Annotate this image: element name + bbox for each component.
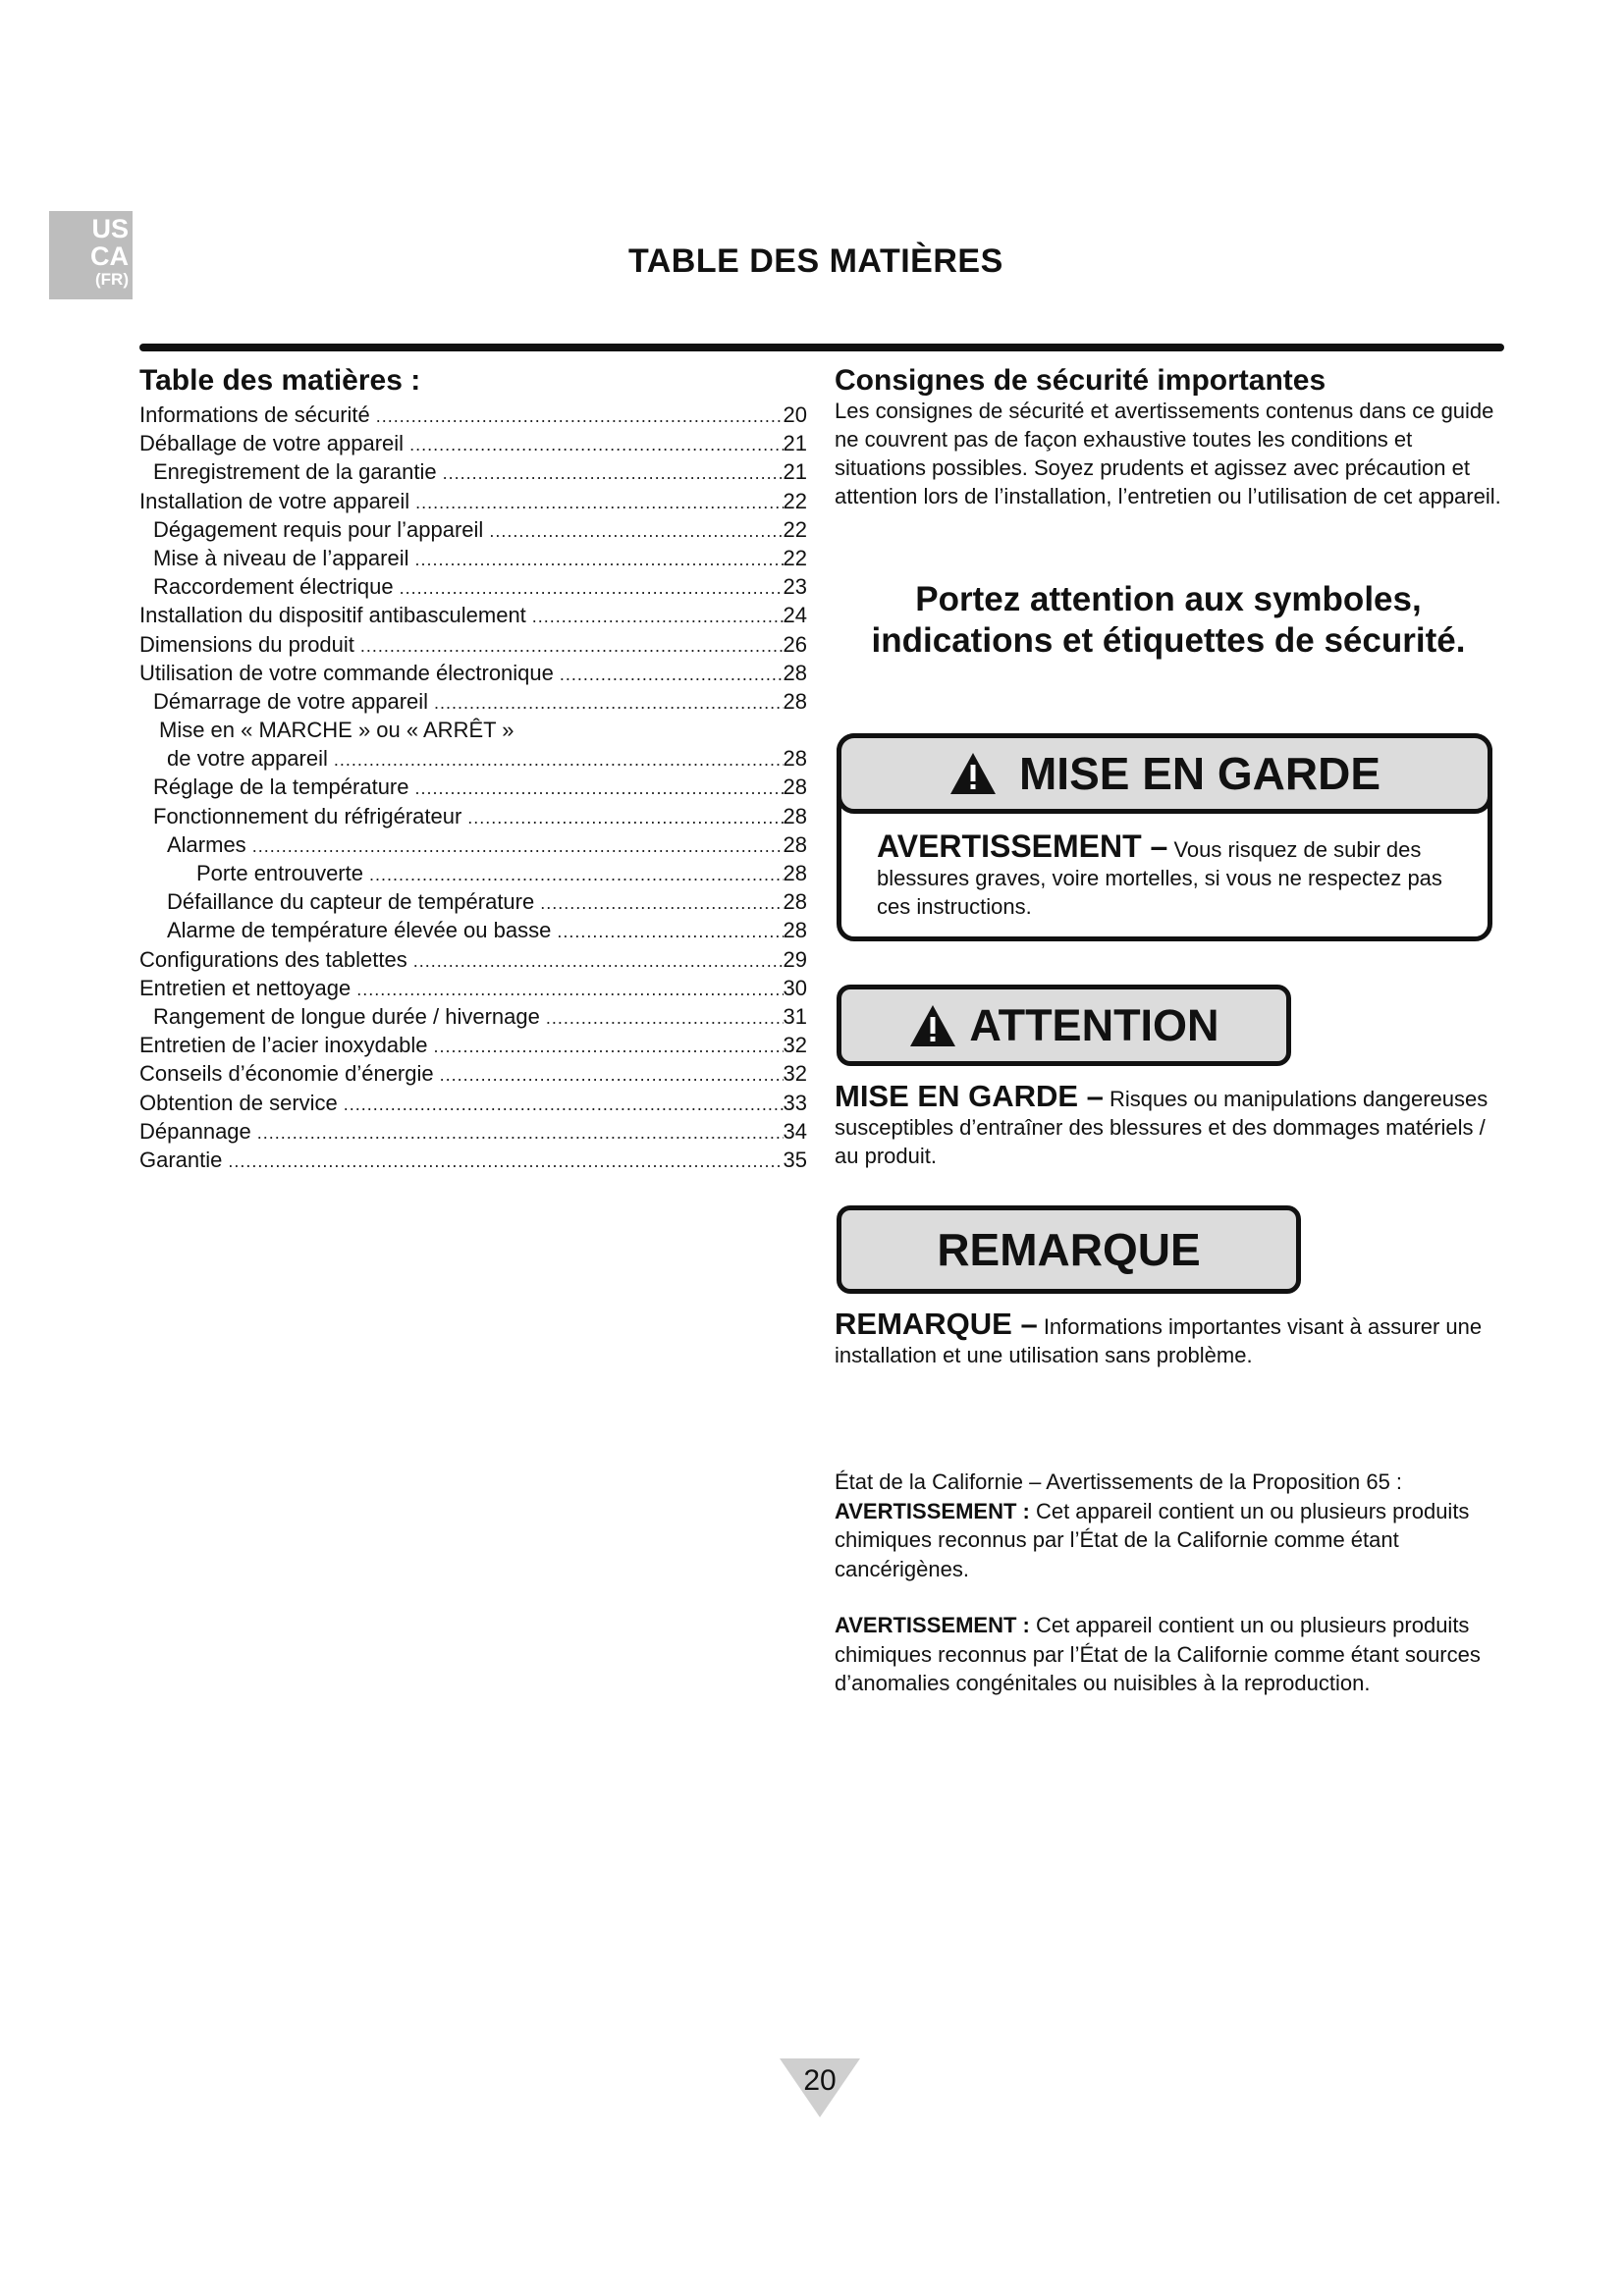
- toc-entry-title: Installation du dispositif antibasculement: [139, 603, 526, 628]
- toc-leader-dots: [546, 1004, 784, 1033]
- lang-ca: CA: [90, 241, 129, 272]
- prop65-warning-1-label: AVERTISSEMENT :: [835, 1498, 1030, 1523]
- prop65-block-2: [835, 1611, 1502, 1698]
- toc-entry-title: Alarmes: [167, 831, 246, 857]
- toc-entry-title: Démarrage de votre appareil: [153, 688, 429, 714]
- toc-entry-page: 28: [783, 831, 807, 857]
- toc-leader-dots: [540, 889, 783, 918]
- toc-entry-title: Porte entrouverte: [196, 861, 363, 885]
- toc-entry-title: Mise en « MARCHE » ou « ARRÊT »: [159, 718, 514, 743]
- language-tab: [49, 211, 133, 299]
- attention-line-1: Portez attention aux symboles,: [915, 580, 1422, 618]
- toc-leader-dots: [557, 918, 783, 946]
- toc-leader-dots: [257, 1119, 784, 1148]
- toc-leader-dots: [440, 1061, 784, 1090]
- toc-entry-title: Réglage de la température: [153, 774, 409, 800]
- toc-leader-dots: [400, 574, 784, 603]
- toc-entry-title: Configurations des tablettes: [139, 946, 407, 972]
- toc-entry-title: Installation de votre appareil: [139, 488, 410, 513]
- toc-entry-page: 28: [783, 746, 807, 772]
- toc-entry: [139, 659, 807, 687]
- title-divider: [139, 344, 1504, 351]
- safety-intro: Les consignes de sécurité et avertissements contenus dans ce guide ne couvrent pas de façon exhaustive toutes les conditions et situations possibles. Soyez prudents et agissez avec précaution et attention lors de l’installation, l’entretien ou l’utilisation de cet appareil.: [835, 399, 1501, 508]
- toc-leader-dots: [434, 689, 783, 718]
- table-of-contents: [139, 363, 807, 1174]
- toc-entry-page: 22: [783, 516, 807, 542]
- toc-leader-dots: [415, 774, 784, 803]
- toc-entry-title: Fonctionnement du réfrigérateur: [153, 803, 462, 828]
- toc-leader-dots: [415, 546, 784, 574]
- toc-entry-page: 28: [783, 861, 807, 885]
- toc-entry: [139, 630, 807, 659]
- toc-entry: [139, 601, 807, 629]
- note-panel: [837, 1205, 1301, 1294]
- toc-entry: [139, 572, 807, 601]
- toc-leader-dots: [413, 947, 784, 976]
- toc-entry: [139, 716, 807, 744]
- toc-entry: [139, 802, 807, 830]
- page-number-badge: [776, 2055, 864, 2121]
- warning-label: ATTENTION: [969, 999, 1219, 1050]
- danger-signal-word: AVERTISSEMENT –: [877, 828, 1168, 864]
- toc-entry-title: Mise à niveau de l’appareil: [153, 545, 409, 570]
- toc-entry: [139, 887, 807, 916]
- toc-leader-dots: [369, 861, 784, 889]
- page-number: 20: [803, 2064, 837, 2097]
- attention-heading: [844, 579, 1492, 662]
- toc-entry-title: Défaillance du capteur de température: [167, 889, 535, 915]
- toc-entry: [139, 544, 807, 572]
- note-label: REMARQUE: [937, 1224, 1201, 1275]
- warning-panel: [837, 985, 1291, 1066]
- toc-entry-title: Dimensions du produit: [139, 631, 354, 657]
- toc-leader-dots: [532, 603, 784, 631]
- toc-entry: [139, 429, 807, 457]
- toc-leader-dots: [434, 1033, 784, 1061]
- toc-entry: [139, 1089, 807, 1117]
- prop65-warning-2-text: Cet appareil contient un ou plusieurs produits chimiques reconnus par l’État de la Californie comme étant sources d’anomalies congénitales ou nuisibles à la reproduction.: [835, 1613, 1481, 1695]
- toc-leader-dots: [252, 832, 784, 861]
- toc-entry-page: 22: [783, 488, 807, 513]
- toc-heading: Table des matières :: [139, 364, 421, 397]
- toc-leader-dots: [228, 1148, 783, 1176]
- prop65-warning-1-text: Cet appareil contient un ou plusieurs produits chimiques reconnus par l’État de la Californie comme étant cancérigènes.: [835, 1498, 1470, 1581]
- toc-leader-dots: [560, 661, 784, 689]
- toc-leader-dots: [360, 632, 784, 661]
- toc-entry-page: 30: [783, 975, 807, 1000]
- toc-entry-page: 31: [783, 1003, 807, 1029]
- warning-description: Risques ou manipulations dangereuses susceptibles d’entraîner des blessures et des dommages matériels / au produit.: [835, 1087, 1489, 1168]
- toc-entry-page: 32: [783, 1061, 807, 1087]
- warning-signal-word: MISE EN GARDE –: [835, 1079, 1104, 1113]
- prop65-warning-2-label: AVERTISSEMENT :: [835, 1613, 1030, 1637]
- toc-entry-title: de votre appareil: [167, 746, 328, 772]
- danger-text: [877, 828, 1458, 921]
- toc-leader-dots: [443, 459, 784, 488]
- toc-entry-title: Alarme de température élevée ou basse: [167, 918, 552, 943]
- toc-entry: [139, 487, 807, 515]
- toc-entry: [139, 1146, 807, 1174]
- toc-entry-title: Déballage de votre appareil: [139, 431, 405, 456]
- toc-entry-title: Garantie: [139, 1147, 223, 1172]
- toc-entry-page: 24: [783, 603, 807, 628]
- toc-entry: [139, 859, 807, 887]
- toc-entry: [139, 945, 807, 974]
- toc-leader-dots: [376, 402, 784, 431]
- toc-leader-dots: [344, 1091, 784, 1119]
- toc-entry-page: 33: [783, 1090, 807, 1115]
- toc-entry: [139, 1002, 807, 1031]
- warning-triangle-icon: [948, 751, 998, 796]
- danger-header: [837, 733, 1492, 814]
- toc-entry-page: 34: [783, 1118, 807, 1144]
- warning-text: [835, 1079, 1492, 1170]
- toc-entry-page: 21: [783, 459, 807, 485]
- lang-us: US: [91, 214, 129, 243]
- toc-leader-dots: [415, 489, 783, 517]
- attention-line-2: indications et étiquettes de sécurité.: [871, 621, 1466, 660]
- toc-entry: [139, 830, 807, 859]
- toc-entry-page: 28: [783, 774, 807, 800]
- toc-leader-dots: [334, 746, 784, 774]
- toc-entry: [139, 773, 807, 801]
- toc-entry-title: Informations de sécurité: [139, 402, 370, 427]
- toc-entry-title: Dépannage: [139, 1118, 251, 1144]
- toc-entry-page: 28: [783, 660, 807, 685]
- toc-entry-page: 28: [783, 688, 807, 714]
- toc-entry-page: 28: [783, 889, 807, 915]
- lang-fr: (FR): [95, 269, 129, 289]
- toc-entry-title: Obtention de service: [139, 1090, 338, 1115]
- toc-entry-page: 28: [783, 918, 807, 943]
- toc-entry: [139, 1117, 807, 1146]
- toc-entry-title: Entretien et nettoyage: [139, 975, 352, 1000]
- toc-entry: [139, 400, 807, 429]
- toc-leader-dots: [467, 804, 783, 832]
- toc-entry-page: 29: [783, 946, 807, 972]
- prop65-block-1: [835, 1468, 1502, 1583]
- toc-entry-page: 20: [783, 402, 807, 427]
- toc-entry-page: 21: [783, 431, 807, 456]
- toc-entry: [139, 1059, 807, 1088]
- toc-entry-title: Raccordement électrique: [153, 574, 394, 600]
- toc-entry-page: 35: [783, 1147, 807, 1172]
- danger-description: Vous risquez de subir des blessures graves, voire mortelles, si vous ne respectez pas ces instructions.: [877, 837, 1442, 919]
- note-signal-word: REMARQUE –: [835, 1307, 1038, 1341]
- toc-leader-dots: [356, 976, 783, 1004]
- toc-entry-page: 32: [783, 1033, 807, 1058]
- safety-heading: Consignes de sécurité importantes: [835, 364, 1326, 397]
- toc-leader-dots: [409, 431, 783, 459]
- note-text: [835, 1309, 1492, 1369]
- prop65-title: État de la Californie – Avertissements de la Proposition 65 :: [835, 1469, 1403, 1494]
- toc-list: [139, 400, 807, 1174]
- toc-entry-title: Dégagement requis pour l’appareil: [153, 516, 484, 542]
- toc-entry-title: Entretien de l’acier inoxydable: [139, 1033, 428, 1058]
- toc-entry-title: Enregistrement de la garantie: [153, 459, 437, 485]
- toc-entry: [139, 457, 807, 486]
- danger-panel: [837, 733, 1492, 941]
- toc-entry-page: 23: [783, 574, 807, 600]
- toc-entry: [139, 1031, 807, 1059]
- toc-leader-dots: [489, 517, 783, 546]
- toc-entry-page: 26: [783, 631, 807, 657]
- note-description: Informations importantes visant à assurer une installation et une utilisation sans problème.: [835, 1314, 1483, 1367]
- warning-triangle-icon: [908, 1003, 957, 1048]
- toc-entry-page: 22: [783, 545, 807, 570]
- toc-entry-title: Rangement de longue durée / hivernage: [153, 1003, 540, 1029]
- toc-entry: [139, 515, 807, 544]
- toc-entry: [139, 744, 807, 773]
- toc-entry: [139, 687, 807, 716]
- toc-entry-title: Conseils d’économie d’énergie: [139, 1061, 434, 1087]
- toc-entry: [139, 916, 807, 944]
- danger-label: MISE EN GARDE: [1018, 748, 1381, 799]
- toc-entry-title: Utilisation de votre commande électronique: [139, 660, 554, 685]
- toc-entry-page: 28: [783, 803, 807, 828]
- page-title: TABLE DES MATIÈRES: [628, 242, 1003, 280]
- prop65-section: [835, 1468, 1502, 1726]
- toc-entry: [139, 974, 807, 1002]
